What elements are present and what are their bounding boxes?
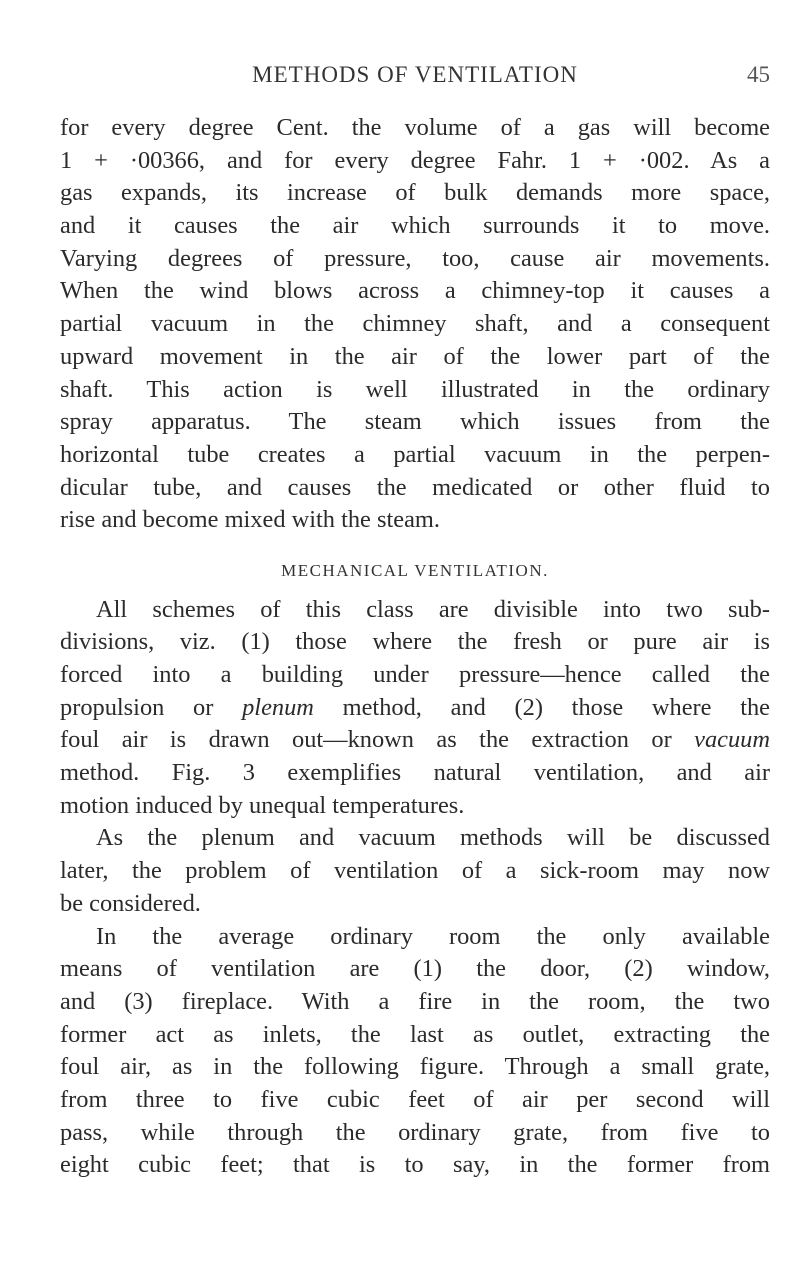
paragraph-2 — [60, 594, 770, 823]
paragraph-4 — [60, 921, 770, 1183]
text-line: All schemes of this class are divisible into two sub- — [96, 595, 770, 623]
paragraph-3 — [60, 822, 770, 920]
running-title: METHODS OF VENTILATION — [252, 62, 578, 87]
text-line: dicular tube, and causes the medicated or other fluid to — [60, 473, 770, 501]
text-line: As the plenum and vacuum methods will be discussed — [96, 824, 770, 852]
italic-term: plenum — [242, 693, 314, 721]
text-line: later, the problem of ventilation of a sick-room may now — [60, 857, 770, 885]
text-line: rise and become mixed with the steam. — [60, 506, 440, 534]
paragraph-1 — [60, 112, 770, 537]
text-line: horizontal tube creates a partial vacuum in the perpen- — [60, 440, 770, 468]
text-line: means of ventilation are (1) the door, (2) window, — [60, 955, 770, 983]
text-line: former act as inlets, the last as outlet, extracting the — [60, 1020, 770, 1048]
text-fragment: propulsion or — [60, 693, 243, 721]
page-number: 45 — [747, 62, 770, 87]
text-line: forced into a building under pressure—hence called the — [60, 661, 770, 688]
text-line: spray apparatus. The steam which issues from the — [60, 408, 770, 436]
text-line: and (3) fireplace. With a fire in the room, the two — [60, 987, 770, 1015]
text-line: and it causes the air which surrounds it to move. — [60, 212, 770, 240]
text-line — [60, 724, 770, 757]
text-fragment: method, and (2) those where the — [313, 693, 770, 721]
text-line: shaft. This action is well illustrated in the ordinary — [60, 375, 770, 403]
text-line: from three to five cubic feet of air per second will — [60, 1085, 770, 1113]
section-heading: MECHANICAL VENTILATION. — [281, 560, 549, 580]
text-line: method. Fig. 3 exemplifies natural ventilation, and air — [60, 759, 770, 787]
page-header — [60, 62, 770, 98]
text-line: In the average ordinary room the only available — [96, 922, 770, 950]
text-line: divisions, viz. (1) those where the fresh or pure air is — [60, 628, 770, 656]
text-line: motion induced by unequal temperatures. — [60, 791, 465, 819]
text-line: Varying degrees of pressure, too, cause air movements. — [60, 244, 770, 272]
text-line: for every degree Cent. the volume of a gas will become — [60, 114, 770, 141]
text-line: 1 + ·00366, and for every degree Fahr. 1 + ·002. As a — [60, 146, 770, 174]
text-line: When the wind blows across a chimney-top it causes a — [60, 277, 770, 305]
body-text — [60, 112, 770, 1182]
text-line: gas expands, its increase of bulk demands more space, — [60, 179, 770, 207]
text-fragment: foul air is drawn out—known as the extraction or — [60, 726, 695, 754]
text-line: pass, while through the ordinary grate, from five to — [60, 1118, 770, 1146]
text-line: partial vacuum in the chimney shaft, and a consequent — [60, 310, 770, 338]
italic-term: vacuum — [694, 726, 770, 754]
text-line — [60, 692, 770, 725]
text-line: eight cubic feet; that is to say, in the former from — [60, 1151, 770, 1179]
text-line: upward movement in the air of the lower part of the — [60, 342, 770, 370]
text-line: foul air, as in the following figure. Through a small grate, — [60, 1053, 770, 1081]
text-line: be considered. — [60, 889, 201, 917]
